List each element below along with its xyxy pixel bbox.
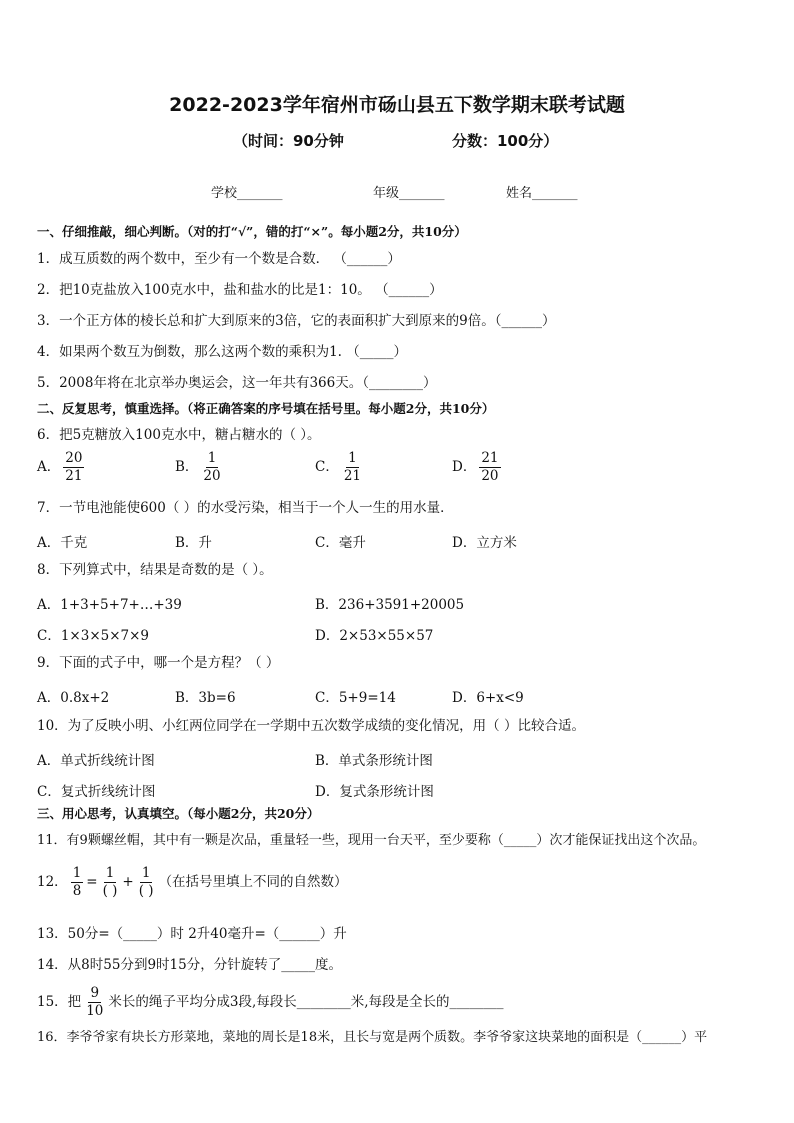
section-1-heading: 一、仔细推敲，细心判断。（对的打“√”，错的打“×”。每小题2分，共10分） bbox=[37, 224, 467, 239]
q8-option-d: D．2×53×55×57 bbox=[315, 628, 434, 644]
question-4: 4．如果两个数互为倒数，那么这两个数的乘积为1. （_____） bbox=[37, 344, 408, 360]
q7-option-d: D．立方米 bbox=[452, 535, 517, 551]
question-13: 13．50分=（_____）时 2升40毫升=（______）升 bbox=[37, 926, 347, 942]
question-2: 2．把10克盐放入100克水中，盐和盐水的比是1：10。 （______） bbox=[37, 282, 443, 298]
q8-option-b: B．236+3591+20005 bbox=[315, 597, 465, 613]
fraction: $\frac{21}{20}$ bbox=[481, 450, 499, 484]
q7-option-c: C．毫升 bbox=[315, 535, 366, 551]
section-2-heading: 二、反复思考，慎重选择。（将正确答案的序号填在括号里。每小题2分，共10分） bbox=[37, 401, 495, 416]
question-5: 5．2008年将在北京举办奥运会，这一年共有366天。（________） bbox=[37, 375, 437, 391]
q10-option-c: C．复式折线统计图 bbox=[37, 784, 156, 800]
exam-time: （时间：90分钟 bbox=[233, 132, 344, 150]
q9-option-b: B．3b=6 bbox=[175, 690, 236, 706]
fraction: $\frac{1}{( )}$ bbox=[138, 865, 154, 899]
question-12: 12． $\frac{1}{8}$ = $\frac{1}{( )}$ + $\frac{1}{( )}$ （在括号里填上不同的自然数） bbox=[37, 865, 348, 899]
q7-option-b: B．升 bbox=[175, 535, 212, 551]
q7-option-a: A．千克 bbox=[37, 535, 88, 551]
question-10: 10．为了反映小明、小红两位同学在一学期中五次数学成绩的变化情况，用（ ）比较合适。 bbox=[37, 718, 585, 734]
question-7: 7．一节电池能使600（ ）的水受污染，相当于一个人一生的用水量． bbox=[37, 500, 454, 516]
q8-option-c: C．1×3×5×7×9 bbox=[37, 628, 150, 644]
exam-score: 分数：100分） bbox=[452, 132, 559, 150]
q10-option-b: B．单式条形统计图 bbox=[315, 753, 433, 769]
q9-option-c: C．5+9=14 bbox=[315, 690, 396, 706]
question-1: 1．成互质数的两个数中，至少有一个数是合数． （______） bbox=[37, 251, 401, 267]
question-15: 15．把 $\frac{9}{10}$ 米长的绳子平均分成3段,每段长________米,每段是全长的________ bbox=[37, 985, 504, 1019]
q6-option-c: C． $\frac{1}{21}$ bbox=[315, 450, 362, 484]
fraction: $\frac{20}{21}$ bbox=[65, 450, 83, 484]
fraction: $\frac{1}{21}$ bbox=[343, 450, 362, 484]
question-6: 6．把5克糖放入100克水中，糖占糖水的（ ）。 bbox=[37, 427, 321, 443]
q10-option-a: A．单式折线统计图 bbox=[37, 753, 155, 769]
fraction: $\frac{1}{20}$ bbox=[203, 450, 221, 484]
q9-option-d: D．6+x<9 bbox=[452, 690, 524, 706]
question-9: 9．下面的式子中，哪一个是方程？（ ） bbox=[37, 655, 280, 671]
section-3-heading: 三、用心思考，认真填空。（每小题2分，共20分） bbox=[37, 806, 320, 821]
question-14: 14．从8时55分到9时15分，分针旋转了_____度。 bbox=[37, 957, 342, 973]
fraction: $\frac{9}{10}$ bbox=[86, 985, 104, 1019]
question-16: 16．李爷爷家有块长方形菜地，菜地的周长是18米，且长与宽是两个质数。李爷爷家这块菜地的面积是（______）平 bbox=[37, 1030, 708, 1045]
fraction: $\frac{1}{( )}$ bbox=[102, 865, 118, 899]
q6-option-b: B． $\frac{1}{20}$ bbox=[175, 450, 221, 484]
name-field[interactable]: 姓名_______ bbox=[506, 186, 578, 201]
q6-option-d: D． $\frac{21}{20}$ bbox=[452, 450, 499, 484]
school-field[interactable]: 学校_______ bbox=[211, 186, 283, 201]
q8-option-a: A．1+3+5+7+…+39 bbox=[37, 597, 182, 613]
q6-option-a: A． $\frac{20}{21}$ bbox=[37, 450, 83, 484]
page-title: 2022-2023学年宿州市砀山县五下数学期末联考试题 bbox=[169, 94, 625, 116]
question-11: 11．有9颗螺丝帽，其中有一颗是次品，重量轻一些，现用一台天平，至少要称（_____）次才能保证找出这个次品。 bbox=[37, 833, 706, 848]
q10-option-d: D．复式条形统计图 bbox=[315, 784, 434, 800]
question-3: 3．一个正方体的棱长总和扩大到原来的3倍，它的表面积扩大到原来的9倍。（______） bbox=[37, 313, 556, 329]
question-8: 8．下列算式中，结果是奇数的是（ ）。 bbox=[37, 562, 273, 578]
fraction: $\frac{1}{8}$ bbox=[72, 865, 82, 899]
grade-field[interactable]: 年级_______ bbox=[373, 186, 445, 201]
q9-option-a: A．0.8x+2 bbox=[37, 690, 110, 706]
